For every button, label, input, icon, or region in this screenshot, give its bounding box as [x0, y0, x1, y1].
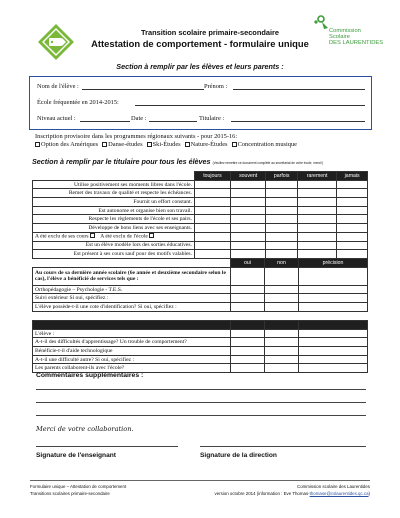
teacher-field[interactable]	[231, 121, 365, 122]
header-parfois: parfois	[266, 172, 298, 181]
header-toujours: toujours	[195, 172, 231, 181]
comment-line[interactable]	[36, 389, 366, 390]
table-row: Est présent à ses cours sauf pour des motifs valables.	[33, 250, 368, 259]
header-rarement: rarement	[297, 172, 336, 181]
table-row	[33, 232, 368, 241]
header-jamais: jamais	[337, 172, 368, 181]
table-row: L'élève possède-t-il une cote d'identification? Si oui, spécifiez :	[33, 303, 368, 312]
checkbox-icon[interactable]	[90, 233, 95, 238]
table-row: Développe de bons liens avec ses enseignants.	[33, 224, 368, 233]
program-option[interactable]: Nature-Études	[185, 141, 228, 148]
teacher-label: Titulaire :	[199, 115, 225, 122]
tag-logo-icon	[36, 22, 76, 62]
table-row: Respecte les règlements de l'école et ses pairs.	[33, 215, 368, 224]
table-row: Bénéficie-t-il d'aide technologique	[33, 347, 368, 356]
table-row: L'élève :	[33, 329, 368, 338]
checkbox-icon[interactable]	[232, 142, 237, 147]
contact-email-link[interactable]: thomase@cslaurentides.qc.ca	[309, 491, 369, 496]
table-row: Au cours de sa dernière année scolaire (6e année et deuxième secondaire selon le cas), l'élève a bénéficié de services tels que :	[33, 267, 368, 285]
table-row: Remet des travaux de qualité et respecte les échéances.	[33, 189, 368, 198]
checkbox-icon[interactable]	[147, 142, 152, 147]
thanks-text: Merci de votre collaboration.	[36, 425, 134, 433]
student-info-box	[29, 76, 372, 130]
inscription-text: Inscription provisoire dans les programmes régionaux suivants - pour 2015-16:	[35, 133, 238, 140]
footer-divider	[30, 480, 370, 481]
section-1-title: Section à remplir par les élèves et leurs parents :	[116, 62, 284, 71]
student-firstname-field[interactable]	[233, 89, 365, 90]
student-name-label: Nom de l'élève :	[37, 83, 79, 90]
header-precision: précision	[299, 259, 368, 268]
checkbox-icon[interactable]	[102, 142, 107, 147]
program-option[interactable]: Ski-Études	[147, 141, 181, 148]
footer-right-2: version octobre 2014 (information : Eve Thomas-thomase@cslaurentides.qc.ca)	[214, 491, 370, 496]
teacher-signature-line[interactable]	[36, 446, 178, 447]
table-row: Orthopédagogie – Psychologie - T.E.S.	[33, 285, 368, 294]
checkbox-icon[interactable]	[149, 233, 154, 238]
page-header	[0, 0, 400, 60]
student-firstname-label: Prénom :	[204, 83, 228, 90]
table-row: Fournit un effort constant.	[33, 198, 368, 207]
program-option[interactable]: Danse-études	[102, 141, 142, 148]
services-table	[32, 258, 368, 312]
date-field[interactable]	[149, 121, 197, 122]
comment-line[interactable]	[36, 415, 366, 416]
behavior-table	[32, 171, 368, 259]
footer-right-1: Commission scolaire des Laurentides	[297, 484, 370, 489]
checkbox-icon[interactable]	[35, 142, 40, 147]
table-row: Est autonome et organise bien son travail.	[33, 206, 368, 215]
table-row: Utilise positivement ses moments libres dans l'école.	[33, 180, 368, 189]
table-row: Suivi extérieur Si oui, spécifiez :	[33, 294, 368, 303]
form-title-main: Attestation de comportement - formulaire unique	[91, 38, 309, 49]
checkbox-icon[interactable]	[185, 142, 190, 147]
program-option[interactable]: Concentration musique	[232, 141, 297, 148]
level-field[interactable]	[80, 121, 130, 122]
table-row: Est un élève modèle lors des sorties éducatives.	[33, 241, 368, 250]
school-field[interactable]	[135, 105, 365, 106]
footer-left-2: Transitions scolaires primaire-secondaire	[30, 491, 110, 496]
form-title-top: Transition scolaire primaire-secondaire	[140, 28, 279, 37]
direction-signature-label: Signature de la direction	[200, 452, 277, 459]
comment-line[interactable]	[36, 402, 366, 403]
program-option[interactable]: Option des Amériques	[35, 141, 98, 148]
section-2-note: (Veuillez remettre ce document complété au secrétariat de votre école, merci!)	[212, 161, 323, 165]
teacher-signature-label: Signature de l'enseignant	[36, 452, 116, 459]
section-2-title: Section à remplir par le titulaire pour tous les élèves (Veuillez remettre ce document complété au secrétariat de votre école, merci!)	[32, 157, 323, 166]
header-souvent: souvent	[230, 172, 265, 181]
student-table	[32, 320, 368, 373]
footer-left-1: Formulaire unique – Attestation de comportement	[30, 484, 127, 489]
date-label: Date :	[131, 115, 147, 122]
table-row: A-t-il des difficultés d'apprentissage? Un trouble de comportement?	[33, 338, 368, 347]
header-non: non	[265, 259, 299, 268]
program-options	[35, 141, 297, 148]
commission-scolaire-wordmark: Commission Scolaire DES LAURENTIDES	[329, 28, 384, 47]
exclusion-row: A été exclu de ses cours A été exclu de l'école	[33, 232, 195, 241]
comments-title: Commentaires supplémentaires :	[36, 372, 144, 379]
table-row: A-t-il une difficulté autre? Si oui, spécifiez :	[33, 355, 368, 364]
table-row: Les parents collaborent-ils avec l'école?	[33, 364, 368, 373]
student-name-field[interactable]	[82, 89, 204, 90]
school-label: École fréquentée en 2014-2015:	[37, 99, 119, 106]
level-label: Niveau actuel :	[37, 115, 76, 122]
header-oui: oui	[231, 259, 265, 268]
direction-signature-line[interactable]	[200, 446, 366, 447]
